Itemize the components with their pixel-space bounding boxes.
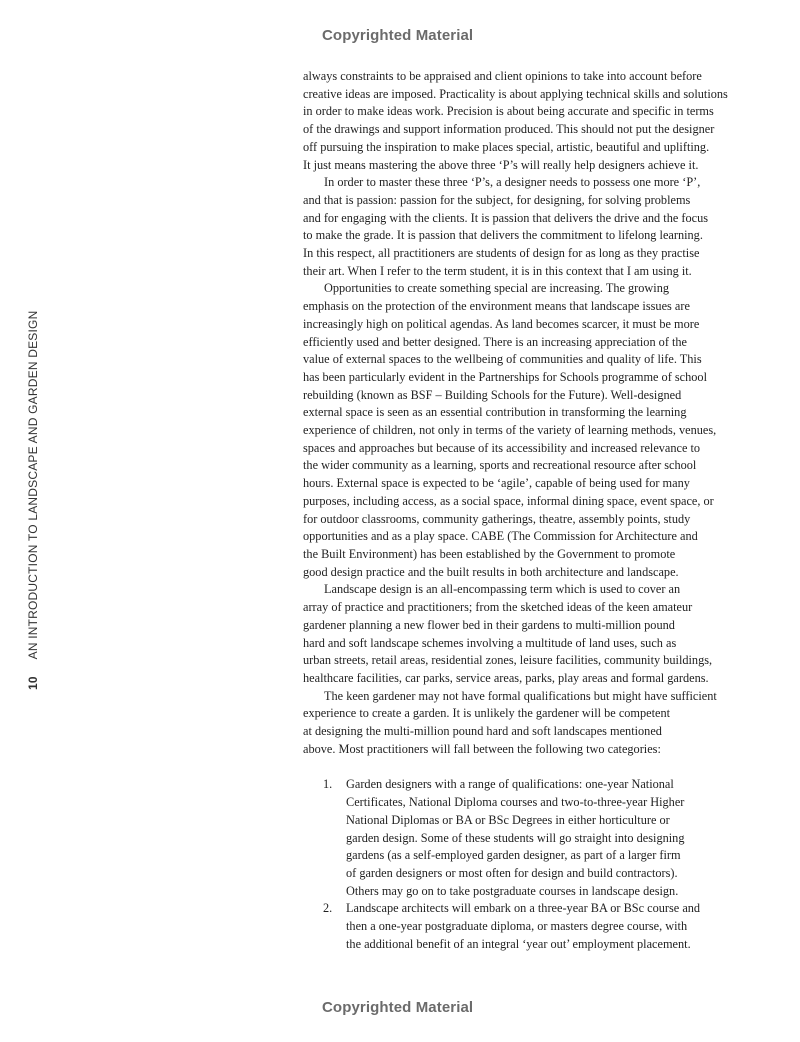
list-number: 2. [323, 901, 333, 916]
book-title: AN INTRODUCTION TO LANDSCAPE AND GARDEN DESIGN [26, 310, 40, 660]
text-line: purposes, including access, as a social space, informal dining space, event space, or [303, 493, 714, 508]
text-line: Landscape design is an all-encompassing term which is used to cover an [324, 582, 681, 597]
text-line: external space is seen as an essential contribution in transforming the learning [303, 405, 687, 420]
text-line: the additional benefit of an integral ‘year out’ employment placement. [346, 936, 691, 951]
text-line: has been particularly evident in the Partnerships for Schools programme of school [303, 369, 707, 384]
text-line: array of practice and practitioners; from the sketched ideas of the keen amateur [303, 600, 693, 615]
text-line: increasingly high on political agendas. As land becomes scarcer, it must be more [303, 316, 700, 331]
text-line: always constraints to be appraised and client opinions to take into account before [303, 69, 702, 83]
text-line: In order to master these three ‘P’s, a designer needs to possess one more ‘P’, [324, 175, 701, 190]
text-line: It just means mastering the above three ‘P’s will really help designers achieve it. [303, 157, 699, 172]
text-line: creative ideas are imposed. Practicality is about applying technical skills and solutions [303, 86, 728, 101]
text-line: Certificates, National Diploma courses and two-to-three-year Higher [346, 795, 685, 810]
copyright-watermark-bottom: Copyrighted Material [322, 999, 474, 1016]
text-line: and for engaging with the clients. It is passion that delivers the drive and the focus [303, 210, 709, 225]
paragraph-1 [303, 68, 753, 174]
text-line: hours. External space is expected to be ‘agile’, capable of being used for many [303, 476, 690, 491]
text-line: Opportunities to create something special are increasing. The growing [324, 281, 670, 296]
text-line: experience of children, not only in terms of the variety of learning methods, venues, [303, 423, 717, 438]
text-line: off pursuing the inspiration to make places special, artistic, beautiful and uplifting. [303, 139, 710, 154]
text-line: National Diplomas or BA or BSc Degrees in either horticulture or [346, 812, 670, 827]
text-line: opportunities and as a play space. CABE (The Commission for Architecture and [303, 529, 698, 544]
list-item-2 [303, 900, 753, 953]
paragraph-5 [303, 688, 753, 759]
text-line: above. Most practitioners will fall between the following two categories: [303, 741, 661, 756]
text-line: the Built Environment) has been established by the Government to promote [303, 546, 676, 561]
list-item-1 [303, 776, 753, 900]
copyright-watermark-top: Copyrighted Material [322, 27, 474, 44]
body-text [303, 68, 753, 953]
text-line: good design practice and the built results in both architecture and landscape. [303, 564, 679, 579]
text-line: for outdoor classrooms, community gatherings, theatre, assembly points, study [303, 511, 691, 526]
text-line: experience to create a garden. It is unlikely the gardener will be competent [303, 706, 671, 721]
paragraph-3 [303, 280, 753, 581]
text-line: The keen gardener may not have formal qualifications but might have sufficient [324, 688, 717, 703]
text-line: efficiently used and better designed. There is an increasing appreciation of the [303, 334, 688, 349]
text-line: urban streets, retail areas, residential zones, leisure facilities, community buildings, [303, 653, 713, 668]
text-line: in order to make ideas work. Precision is about being accurate and specific in terms [303, 104, 714, 119]
text-line: and that is passion: passion for the subject, for designing, for solving problems [303, 192, 691, 207]
text-line: spaces and approaches but because of its accessibility and increased relevance to [303, 440, 701, 455]
text-line: hard and soft landscape schemes involving a multitude of land uses, such as [303, 635, 677, 650]
list-number: 1. [323, 777, 333, 792]
text-line: of the drawings and support information produced. This should not put the designer [303, 122, 715, 137]
text-line: gardener planning a new flower bed in their gardens to multi-million pound [303, 617, 675, 632]
page-number: 10 [26, 676, 40, 690]
text-line: garden design. Some of these students will go straight into designing [346, 830, 685, 845]
running-head [26, 311, 40, 690]
paragraph-4 [303, 581, 753, 687]
text-line: healthcare facilities, car parks, service areas, parks, play areas and formal gardens. [303, 670, 709, 685]
list-spacer [303, 758, 753, 776]
text-line: at designing the multi-million pound hard and soft landscapes mentioned [303, 724, 662, 739]
text-line: In this respect, all practitioners are students of design for as long as they practise [303, 246, 700, 261]
text-line: their art. When I refer to the term student, it is in this context that I am using it. [303, 263, 692, 278]
text-line: the wider community as a learning, sports and recreational resource after school [303, 458, 697, 473]
text-line: gardens (as a self-employed garden designer, as part of a larger firm [346, 848, 681, 863]
text-line: Others may go on to take postgraduate courses in landscape design. [346, 883, 679, 898]
text-line: emphasis on the protection of the environment means that landscape issues are [303, 299, 690, 314]
text-line: Landscape architects will embark on a three-year BA or BSc course and [346, 901, 701, 916]
text-line: to make the grade. It is passion that delivers the commitment to lifelong learning. [303, 228, 703, 243]
text-line: of garden designers or most often for design and build contractors). [346, 865, 678, 880]
paragraph-2 [303, 174, 753, 280]
text-line: value of external spaces to the wellbeing of communities and quality of life. This [303, 352, 702, 367]
text-line: then a one-year postgraduate diploma, or masters degree course, with [346, 919, 688, 934]
text-line: Garden designers with a range of qualifications: one-year National [346, 777, 674, 792]
text-line: rebuilding (known as BSF – Building Schools for the Future). Well-designed [303, 387, 682, 402]
